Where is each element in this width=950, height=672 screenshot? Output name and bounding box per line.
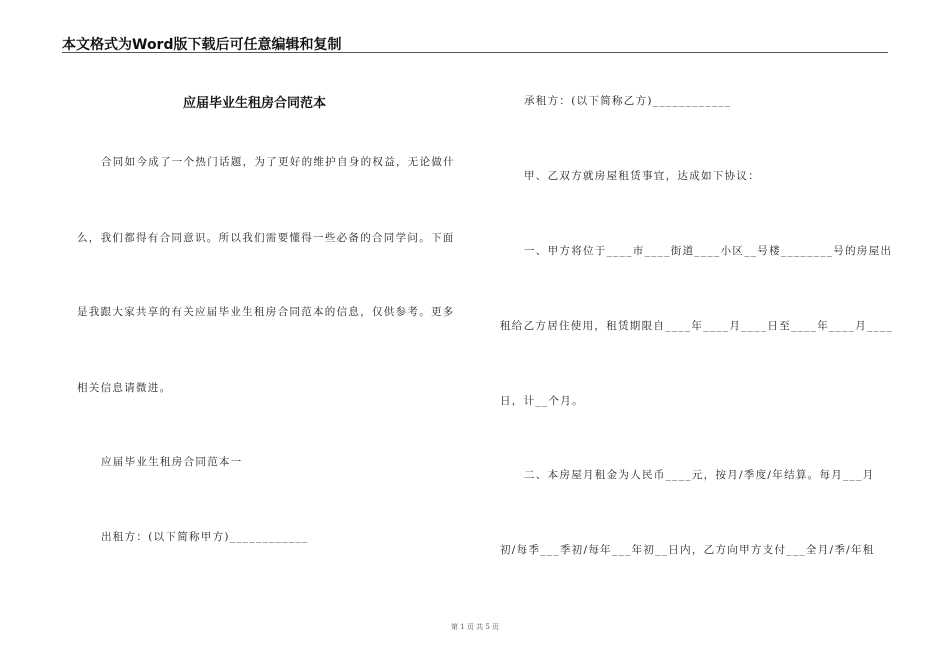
- lessee-field: 承租方：(以下简称乙方)____________: [524, 95, 732, 107]
- clause-line: 日，计__个月。: [500, 395, 584, 407]
- right-paragraph-line: 甲、乙双方就房屋租赁事宜，达成如下协议：: [524, 170, 760, 182]
- clause-line: 一、甲方将位于____市____街道____小区__号楼________号的房屋出: [524, 245, 893, 257]
- lessor-field: 出租方：(以下简称甲方)____________: [101, 531, 309, 543]
- page-indicator: 第 1 页 共 5 页: [450, 623, 500, 631]
- header-text: 本文格式为Word版下载后可任意编辑和复制: [62, 37, 342, 53]
- left-paragraph-line: 是我跟大家共享的有关应届毕业生租房合同范本的信息，仅供参考。更多: [77, 306, 455, 318]
- clause-line: 租给乙方居住使用，租赁期限自____年____月____日至____年____月____: [500, 320, 894, 332]
- clause-line: 初/每季___季初/每年___年初__日内，乙方向甲方支付___全月/季/年租: [500, 544, 875, 556]
- section-heading: 应届毕业生租房合同范本一: [101, 456, 243, 468]
- left-paragraph-line: 合同如今成了一个热门话题，为了更好的维护自身的权益，无论做什: [101, 156, 455, 168]
- document-title: 应届毕业生租房合同范本: [183, 96, 327, 111]
- clause-line: 二、本房屋月租金为人民币____元，按月/季度/年结算。每月___月: [524, 469, 875, 481]
- header-divider: [62, 52, 888, 53]
- left-paragraph-line: 相关信息请微进。: [77, 382, 172, 394]
- left-paragraph-line: 么，我们都得有合同意识。所以我们需要懂得一些必备的合同学问。下面: [77, 232, 455, 244]
